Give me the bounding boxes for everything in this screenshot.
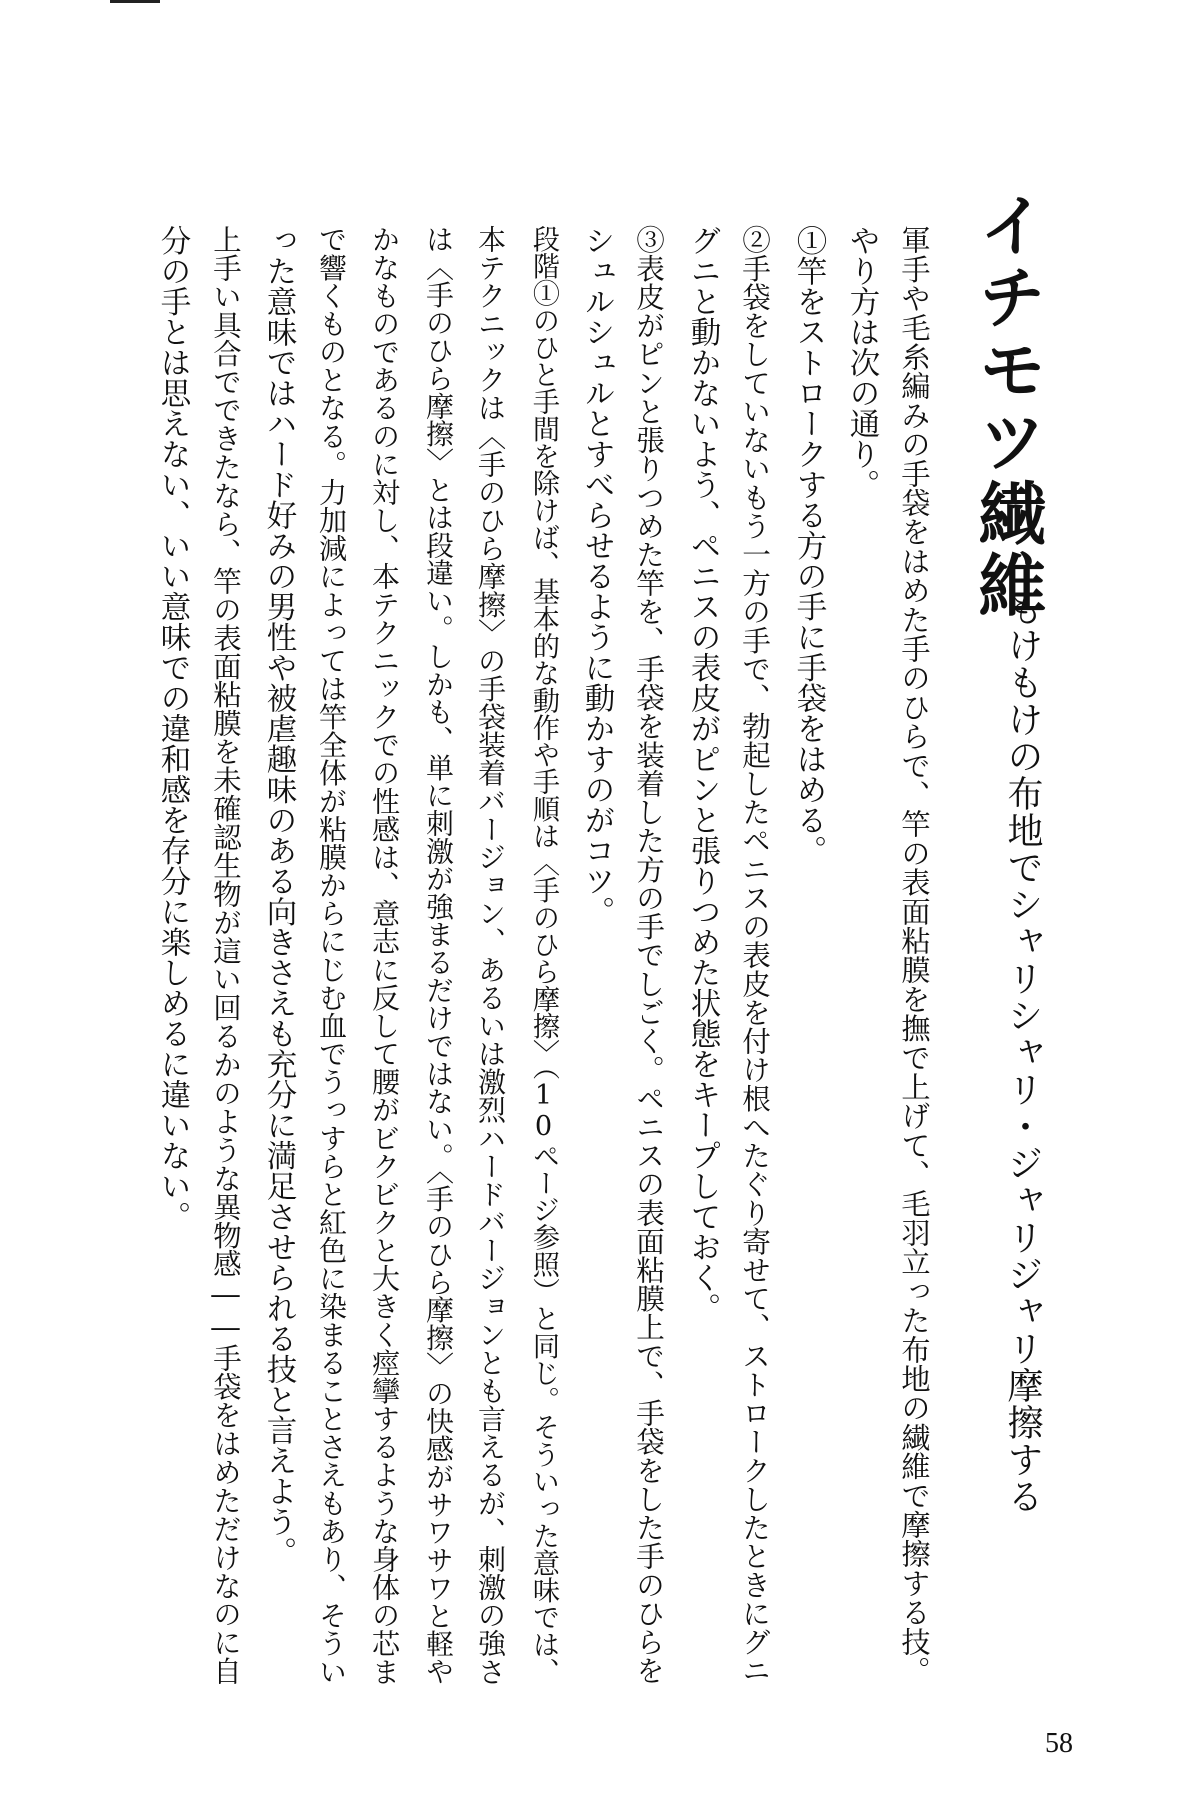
- body-line: った意味ではハード好みの男性や被虐趣味のある向きさえも充分に満足させられる技と言えよう。: [261, 225, 296, 1567]
- body-line: 本テクニックは〈手のひら摩擦〉の手袋装着バージョン、あるいは激烈ハードバージョンとも言えるが、刺激の強さ: [474, 225, 507, 1686]
- body-line: で響くものとなる。力加減によっては竿全体が粘膜からにじむ血でうっすらと紅色に染まることさえもあり、そうい: [315, 225, 348, 1686]
- body-line: ③表皮がピンと張りつめた竿を、手袋を装着した方の手でしごく。ペニスの表面粘膜上で、手袋をした手のひらを: [632, 225, 666, 1685]
- body-line: シュルシュルとすべらせるように動かすのがコツ。: [579, 225, 614, 927]
- top-rule: [110, 0, 160, 3]
- body-line: 軍手や毛糸編みの手袋をはめた手のひらで、竿の表面粘膜を撫で上げて、毛羽立った布地の繊維で摩擦する技。: [897, 225, 931, 1685]
- body-line: 分の手とは思えない、いい意味での違和感を存分に楽しめるに違いない。: [155, 225, 190, 1232]
- body-line: かなものであるのに対し、本テクニックでの性感は、意志に反して腰がビクビクと大きく痙攣するような身体の芯ま: [368, 225, 401, 1686]
- page-title: イチモツ繊維: [967, 190, 1046, 622]
- body-line: 上手い具合でできたなら、竿の表面粘膜を未確認生物が這い回るかのような異物感――手袋をはめただけなのに自: [209, 225, 242, 1686]
- body-line: ②手袋をしていないもう一方の手で、勃起したペニスの表皮を付け根へたぐり寄せて、ストロークしたときにグニ: [738, 225, 772, 1685]
- body-line: は〈手のひら摩擦〉とは段違い。しかも、単に刺激が強まるだけではない。〈手のひら摩擦〉の快感がサワサワと軽や: [421, 225, 454, 1686]
- body-line: 段階①のひと手間を除けば、基本的な動作や手順は〈手のひら摩擦〉（10ページ参照）と同じ。そういった意味では、: [528, 225, 559, 1685]
- page-subtitle: もけもけの布地でシャリシャリ・ジャリジャリ摩擦する: [1002, 590, 1043, 1515]
- body-line: グニと動かないよう、ペニスの表皮がピンと張りつめた状態をキープしておく。: [685, 225, 720, 1323]
- body-line: ①竿をストロークする方の手に手袋をはめる。: [791, 225, 826, 866]
- body-line: やり方は次の通り。: [844, 225, 879, 500]
- page-number: 58: [1045, 1728, 1073, 1759]
